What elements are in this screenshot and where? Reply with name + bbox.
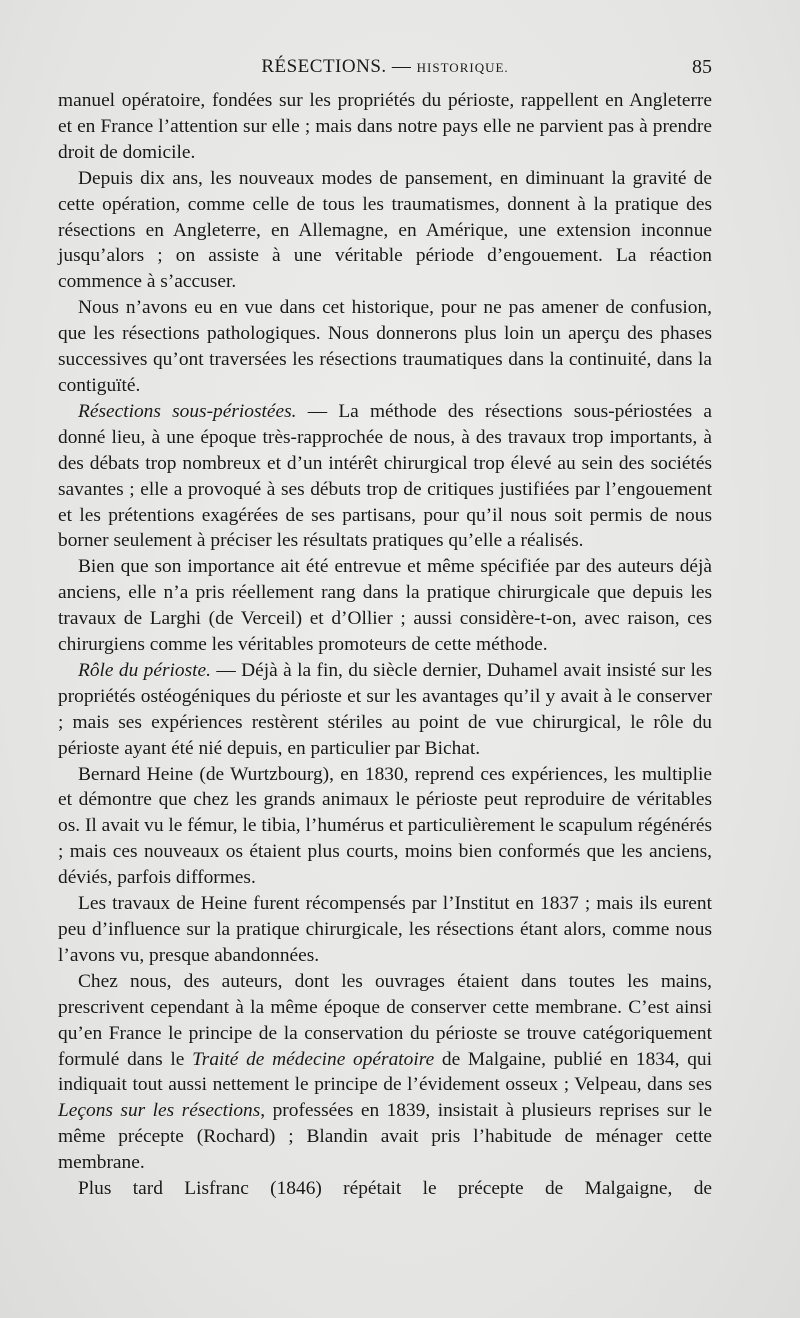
paragraph (58, 166, 712, 296)
running-head-title: RÉSECTIONS. (261, 56, 387, 77)
paragraph (58, 658, 712, 762)
paragraph (58, 969, 712, 1176)
running-head (58, 56, 712, 78)
text-run: Chez nous, des auteurs, dont les ouvrages étaient dans toutes les mains, prescrivent cependant à la même époque de conserver cette membrane. C’est ainsi qu’en France le principe de la conservation du périoste se trouve catégoriquement formulé dans le (58, 970, 712, 1070)
text-run: — Déjà à la fin, du siècle dernier, Duhamel avait insisté sur les propriétés ostéogéniques du périoste et sur les avantages qu’il y avait à le conserver ; mais ses expériences restèrent stériles au point de vue chirurgical, le rôle du périoste ayant été nié depuis, en particulier par Bichat. (58, 659, 712, 759)
running-head-subtitle: HISTORIQUE. (416, 60, 509, 75)
italic-text: Résections sous-périostées. (78, 400, 297, 422)
paragraph (58, 1176, 712, 1228)
text-run: Plus tard Lisfranc (1846) répétait le précepte de Malgaigne, de (78, 1178, 712, 1200)
text-run: Bien que son importance ait été entrevue et même spécifiée par des auteurs déjà anciens, elle n’a pris réellement rang dans la pratique chirurgicale que depuis les travaux de Larghi (de Verceil) et d’Ollier ; aussi considère-t-on, avec raison, ces chirurgiens comme les véritables promoteurs de cette méthode. (58, 556, 712, 656)
text-run: de Malgaine, publié en 1834, qui indiquait tout aussi nettement le principe de l’évidement osseux ; Velpeau, dans ses (58, 1048, 713, 1096)
page-number: 85 (692, 56, 712, 78)
paragraph (58, 554, 712, 658)
text-run: Bernard Heine (de Wurtzbourg), en 1830, reprend ces expériences, les multiplie et démontre que chez les grands animaux le périoste peut reproduire de véritables os. Il avait vu le fémur, le tibia, l’humérus et particulièrement le scapulum régénérés ; mais ces nouveaux os étaient plus courts, moins bien conformés que les anciens, déviés, parfois difformes. (58, 763, 712, 889)
body-text (58, 88, 712, 1228)
italic-text: Rôle du périoste. (78, 659, 212, 681)
text-run: Les travaux de Heine furent récompensés par l’Institut en 1837 ; mais ils eurent peu d’influence sur la pratique chirurgicale, les résections étant alors, comme nous l’avons vu, presque abandonnées. (58, 893, 712, 966)
text-run: manuel opératoire, fondées sur les propriétés du périoste, rappellent en Angleterre et en France l’attention sur elle ; mais dans notre pays elle ne parvient pas à prendre droit de domicile. (58, 90, 712, 163)
paragraph (58, 762, 712, 892)
running-head-dash: — (391, 56, 412, 77)
text-run: Nous n’avons eu en vue dans cet historique, pour ne pas amener de confusion, que les résections pathologiques. Nous donnerons plus loin un aperçu des phases successives qu’ont traversées les résections traumatiques dans la continuité, dans la contiguïté. (58, 297, 712, 396)
text-run: , professées en 1839, insistait à plusieurs reprises sur le même précepte (Rochard) ; Blandin avait pris l’habitude de ménager cette membrane. (58, 1100, 712, 1174)
paragraph (58, 399, 712, 554)
italic-text: Traité de médecine opératoire (192, 1048, 435, 1070)
page-header (58, 56, 712, 86)
paragraph (58, 88, 712, 166)
text-run: — La méthode des résections sous-périostées a donné lieu, à une époque très-rapprochée de nous, à des travaux trop importants, à des débats trop nombreux et d’un intérêt chirurgical trop élevé au sein des sociétés savantes ; elle a provoqué à ses débuts trop de critiques justifiées par l’engouement et les prétentions exagérées de ses partisans, pour qu’il nous soit permis de nous borner seulement à préciser les résultats pratiques qu’elle a réalisés. (58, 400, 712, 552)
paragraph (58, 891, 712, 969)
paragraph (58, 295, 712, 399)
italic-text: Leçons sur les résections (58, 1100, 261, 1122)
text-run: Depuis dix ans, les nouveaux modes de pansement, en diminuant la gravité de cette opération, comme celle de tous les traumatismes, donnent à la pratique des résections en Angleterre, en Allemagne, en Amérique, une extension inconnue jusqu’alors ; on assiste à une véritable période d’engouement. La réaction commence à s’accuser. (58, 167, 712, 293)
